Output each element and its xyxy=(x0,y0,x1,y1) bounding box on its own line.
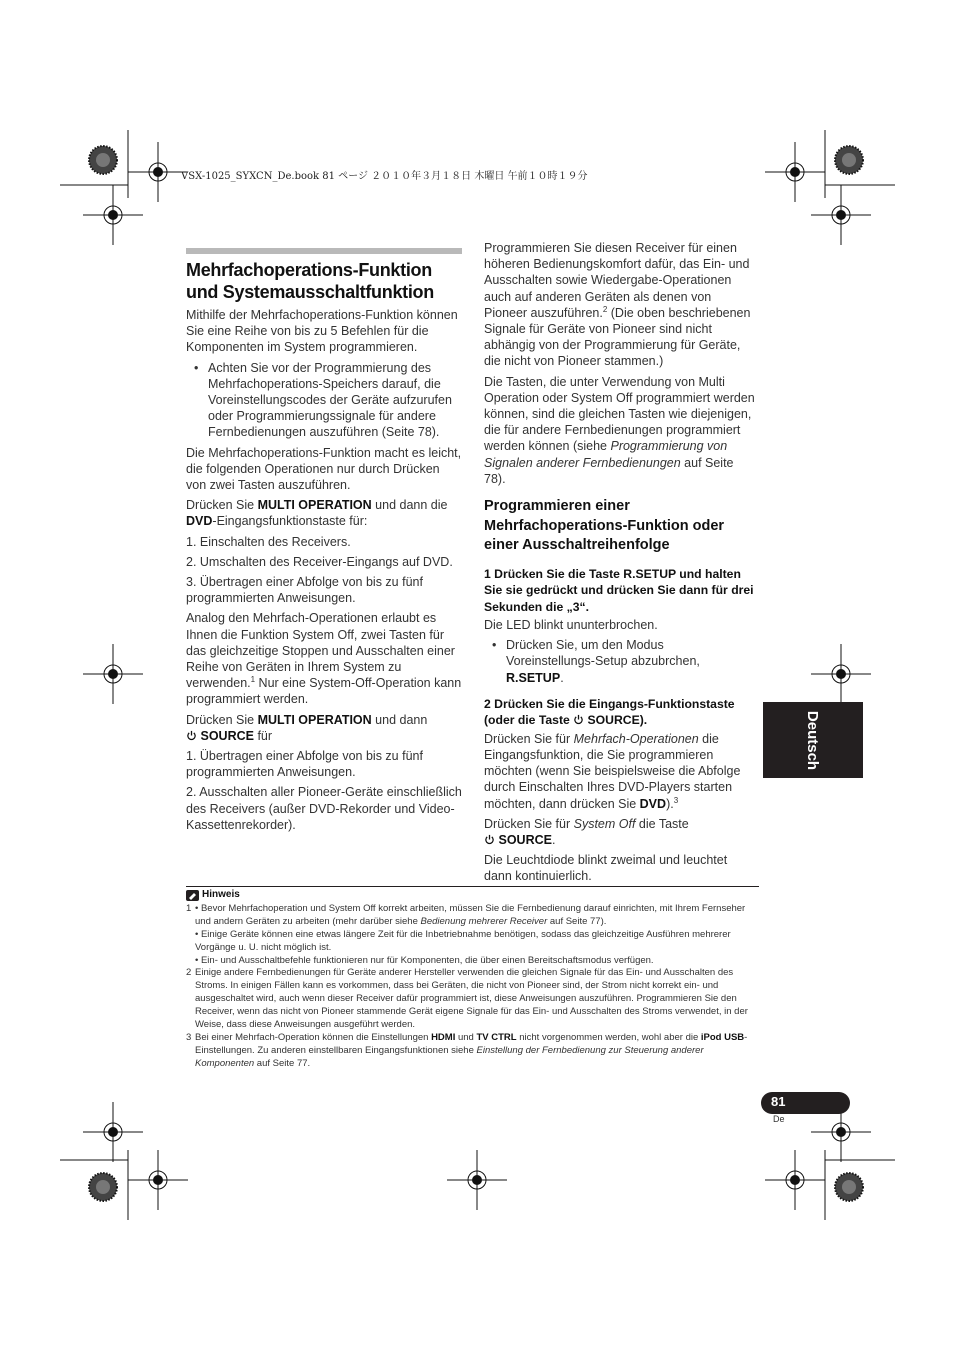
crosshair-mark xyxy=(447,1150,507,1210)
intro-paragraph: Mithilfe der Mehrfachoperations-Funktion können Sie eine Reihe von bis zu 5 Befehlen für die Komponenten im System programmieren. xyxy=(186,308,458,355)
list-item: 1. Übertragen einer Abfolge von bis zu fünf programmierten Anweisungen. xyxy=(186,749,423,780)
list-item: 2. Umschalten des Receiver-Eingangs auf DVD. xyxy=(186,554,453,569)
note-1-c: • Ein- und Ausschaltbefehle funktionieren nur für Komponenten, die über einen Bereitschaftsmodus verfügen. xyxy=(195,954,654,966)
note-icon xyxy=(186,890,199,901)
subsection-title: Programmieren einer Mehrfachoperations-Funktion oder einer Ausschaltreihenfolge xyxy=(484,498,725,554)
page-number: 81 xyxy=(771,1094,786,1109)
paragraph: Die Mehrfachoperations-Funktion macht es leicht, die folgenden Operationen nur durch Drücken von zwei Tasten auszuführen. xyxy=(186,445,462,493)
notes-heading: Hinweis xyxy=(186,889,758,902)
paragraph: Drücken Sie für Mehrfach-Operationen die Eingangsfunktion, die Sie programmieren möchten (wenn Sie beispielsweise die Abfolge durch Einschalten Ihres DVD-Players starten möchten, dann drücken Sie DVD).$^3$ xyxy=(484,731,741,811)
crosshair-mark xyxy=(811,185,871,245)
note-2: 2 Einige andere Fernbedienungen für Geräte anderer Hersteller verwenden die gleichen Signale für das Ein- und Ausschalten des Stroms. In einigen Fällen kann es vorkommen, dass bei Geräten, die nicht von Pioneer sind, der Strom nicht korrekt ein- und ausgeschaltet wird, auch wenn dieser Receiver dafür programmiert ist, diese Anweisungen auszuführen. Programmieren Sie den Receiver, wenn das nicht von Pioneer stammende Gerät eigene Signale für das Ein- und Ausschalten des Stroms verwendet, in der Weise, dass diese Anweisungen ausgeführt werden. xyxy=(186,967,748,1031)
step-2-heading: 2 Drücken Sie die Eingangs-Funktionstaste (oder die Taste SOURCE). xyxy=(484,696,735,728)
section-title: Mehrfachoperations-Funktion und Systemausschaltfunktion xyxy=(186,260,434,302)
list-item: 3. Übertragen einer Abfolge von bis zu fünf programmierten Anweisungen. xyxy=(186,575,423,606)
left-column xyxy=(186,248,462,837)
corner-wheel-mark xyxy=(835,1173,863,1201)
crosshair-mark xyxy=(765,1150,825,1210)
bullet-item: • Drücken Sie, um den Modus Voreinstellungs-Setup abzubrchen, R.SETUP. xyxy=(492,638,700,685)
paragraph: Die Tasten, die unter Verwendung von Multi Operation oder System Off programmiert werden können, sind die gleichen Tasten wie diejenigen, die für andere Fernbedienungen programmiert werden können (siehe Programmierung von Signalen anderer Fernbedienungen auf Seite 78). xyxy=(484,374,755,486)
notes-section xyxy=(186,889,758,1071)
notes-divider xyxy=(186,886,759,887)
crosshair-mark xyxy=(83,185,143,245)
list-item: 1. Einschalten des Receivers. xyxy=(186,534,351,549)
page-language: De xyxy=(773,1114,785,1124)
paragraph: Die Leuchtdiode blinkt zweimal und leuchtet dann kontinuierlich. xyxy=(484,853,728,884)
corner-wheel-mark xyxy=(89,1173,117,1201)
step-1-heading: 1 Drücken Sie die Taste R.SETUP und halten Sie sie gedrückt und drücken Sie dann für drei Sekunden die „3“. xyxy=(484,566,754,614)
paragraph: Die LED blinkt ununterbrochen. xyxy=(484,618,658,633)
section-title-bar xyxy=(186,248,462,254)
crosshair-mark xyxy=(128,1150,188,1210)
note-1-b: • Einige Geräte können eine etwas längere Zeit für die Inbetriebnahme benötigen, sodass das gleichzeitige Ausführen mehrerer Vorgänge u. U. nicht möglich ist. xyxy=(195,928,731,953)
print-header-line: VSX-1025_SYXCN_De.book 81 ページ ２０１０年３月１８日 木曜日 午前１０時１９分 xyxy=(181,171,588,182)
crosshair-mark xyxy=(83,644,143,704)
list-item: 2. Ausschalten aller Pioneer-Geräte einschließlich des Receivers (außer DVD-Rekorder und Video-Kassettenrekorder). xyxy=(186,785,462,832)
paragraph: Analog den Mehrfach-Operationen erlaubt es Ihnen die Funktion System Off, zwei Tasten für das gleichzeitige Stoppen und Ausschalten einer Reihe von Geräten in Ihrem System zu verwenden.$^1$ Nur eine System-Off-Operation kann programmiert werden. xyxy=(186,611,462,707)
language-tab xyxy=(763,702,863,778)
crosshair-mark xyxy=(128,142,188,202)
power-icon xyxy=(186,730,197,741)
power-icon xyxy=(573,714,584,725)
language-tab-label: Deutsch xyxy=(804,710,822,770)
paragraph: Drücken Sie MULTI OPERATION und dann die DVD-Eingangsfunktionstaste für: xyxy=(186,498,448,529)
paragraph: Drücken Sie für System Off die Taste SOURCE. xyxy=(484,816,689,848)
power-icon xyxy=(484,834,495,845)
page-number-pill xyxy=(761,1092,850,1114)
note-3: 3 Bei einer Mehrfach-Operation können die Einstellungen HDMI und TV CTRL nicht vorgenommen werden, wohl aber die iPod USB-Einstellungen. Zu anderen einstellbaren Eingangsfunktionen siehe Einstellung der Fernbedienung zur Steuerung anderer Komponenten auf Seite 77. xyxy=(186,1031,748,1069)
corner-wheel-mark xyxy=(89,146,117,174)
crosshair-mark xyxy=(811,644,871,704)
note-1: 1 • Bevor Mehrfachoperation und System Off korrekt arbeiten, müssen Sie die Fernbedienung darauf einrichten, mit Ihrem Fernseher und andern Geräten zu arbeiten (mehr darüber siehe Bedienung mehrerer Receiver auf Seite 77). xyxy=(186,902,746,927)
right-column xyxy=(484,240,756,889)
bullet-item: • Achten Sie vor der Programmierung des Mehrfachoperations-Speichers darauf, die Voreinstellungscodes der Geräte aufzurufen oder Programmierungssignale für andere Fernbedienungen auszuführen (Seite 78). xyxy=(194,360,452,440)
crosshair-mark xyxy=(765,142,825,202)
crosshair-mark xyxy=(83,1102,143,1162)
corner-wheel-mark xyxy=(835,146,863,174)
paragraph: Drücken Sie MULTI OPERATION und dann SOURCE für xyxy=(186,712,428,743)
paragraph: Programmieren Sie diesen Receiver für einen höheren Bedienungskomfort dafür, das Ein- und Ausschalten sowie Wiedergabe-Operationen auch auf anderen Geräten als denen von Pioneer auszuführen.$^2$ (Die oben beschriebenen Signale für Geräte von Pioneer sind nicht abhängig von der Programmierung für Geräte, die nicht von Pioneer stammen.) xyxy=(484,241,751,369)
